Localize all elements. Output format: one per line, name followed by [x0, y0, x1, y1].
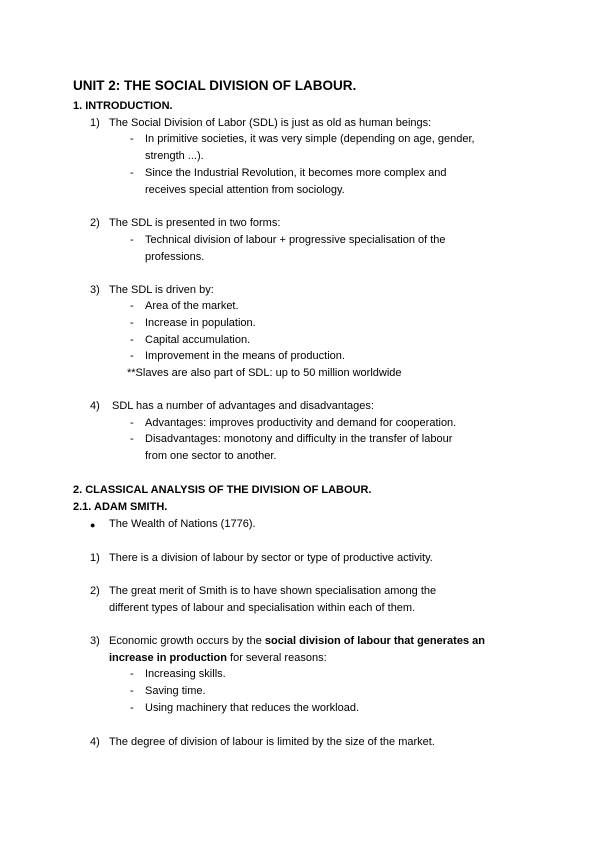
sub-item-text: Since the Industrial Revolution, it becomes more complex and: [145, 167, 447, 179]
list-item-text: [109, 652, 327, 665]
note-text: **Slaves are also part of SDL: up to 50 million worldwide: [127, 367, 402, 379]
sub-item-text: Increasing skills.: [145, 668, 226, 680]
list-item-text: There is a division of labour by sector or type of productive activity.: [109, 552, 433, 564]
list-number: 2): [90, 585, 100, 597]
list-item-text: The Social Division of Labor (SDL) is just as old as human beings:: [109, 117, 432, 129]
list-item-text: The SDL is driven by:: [109, 284, 214, 296]
sub-item-text: Saving time.: [145, 685, 206, 697]
dash-bullet: -: [130, 668, 134, 680]
list-item-text: different types of labour and specialisation within each of them.: [109, 602, 416, 614]
list-item-text: The SDL is presented in two forms:: [109, 217, 281, 229]
sub-item-text: Increase in population.: [145, 317, 256, 329]
dash-bullet: -: [130, 334, 134, 346]
list-number: 3): [90, 635, 100, 647]
sub-item-text: professions.: [145, 251, 205, 263]
sub-item-text: from one sector to another.: [145, 450, 277, 462]
list-number: 4): [90, 400, 100, 412]
list-item-text: The great merit of Smith is to have shown specialisation among the: [109, 585, 437, 597]
dash-bullet: -: [130, 133, 134, 145]
section-heading-introduction: 1. INTRODUCTION.: [73, 100, 173, 112]
dash-bullet: -: [130, 702, 134, 714]
dash-bullet: -: [130, 317, 134, 329]
list-number: 1): [90, 117, 100, 129]
sub-item-text: Using machinery that reduces the workload.: [145, 702, 359, 714]
list-number: 4): [90, 736, 100, 748]
list-number: 1): [90, 552, 100, 564]
dash-bullet: -: [130, 300, 134, 312]
sub-item-text: Capital accumulation.: [145, 334, 251, 346]
plain-text: for several reasons:: [226, 652, 327, 664]
sub-item-text: Improvement in the means of production.: [145, 350, 345, 362]
dash-bullet: -: [130, 685, 134, 697]
plain-text: Economic growth occurs by the: [109, 635, 265, 647]
section-heading-classical-analysis: 2. CLASSICAL ANALYSIS OF THE DIVISION OF LABOUR.: [73, 484, 372, 496]
dash-bullet: -: [130, 417, 134, 429]
sub-item-text: Disadvantages: monotony and difficulty in the transfer of labour: [145, 433, 453, 445]
list-number: 3): [90, 284, 100, 296]
list-number: 2): [90, 217, 100, 229]
dash-bullet: -: [130, 350, 134, 362]
dash-bullet: -: [130, 234, 134, 246]
sub-item-text: strength ...).: [145, 150, 204, 162]
sub-item-text: Area of the market.: [145, 300, 239, 312]
dash-bullet: -: [130, 167, 134, 179]
list-item-text: SDL has a number of advantages and disadvantages:: [112, 400, 374, 412]
sub-item-text: Technical division of labour + progressive specialisation of the: [145, 234, 446, 246]
subsection-heading-adam-smith: 2.1. ADAM SMITH.: [73, 501, 168, 513]
sub-item-text: In primitive societies, it was very simple (depending on age, gender,: [145, 133, 475, 145]
list-item-text: The degree of division of labour is limited by the size of the market.: [109, 736, 435, 748]
sub-item-text: receives special attention from sociology.: [145, 184, 345, 196]
bullet-dot: ●: [90, 520, 96, 530]
dash-bullet: -: [130, 433, 134, 445]
bold-text: social division of labour that generates an: [264, 635, 485, 647]
bold-text: increase in production: [109, 652, 227, 664]
bullet-text: The Wealth of Nations (1776).: [109, 518, 256, 530]
page-title: UNIT 2: THE SOCIAL DIVISION OF LABOUR.: [73, 78, 357, 93]
list-item-text: [109, 635, 485, 648]
sub-item-text: Advantages: improves productivity and demand for cooperation.: [145, 417, 457, 429]
